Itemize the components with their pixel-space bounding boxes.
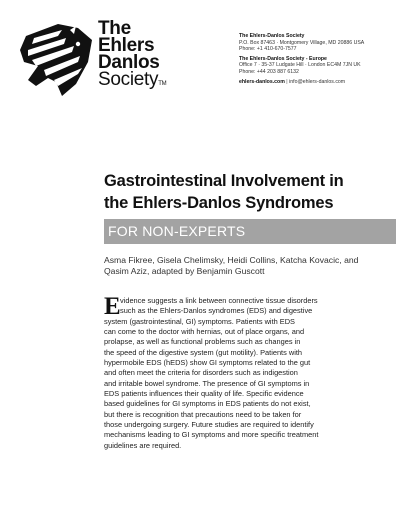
contact-block: [239, 33, 397, 85]
contact-web-line: [239, 79, 397, 86]
body-line: can come to the doctor with hernias, out of place organs, and: [104, 327, 305, 337]
audience-banner: [104, 219, 396, 244]
body-line: the speed of the digestive system (gut motility). Patients with: [104, 347, 302, 357]
logo-line-3: Danlos: [98, 52, 160, 73]
body-line: system (gastrointestinal, GI) symptoms. Patients with EDS: [104, 316, 295, 326]
title-line-2: the Ehlers-Danlos Syndromes: [104, 194, 334, 212]
zebra-logo-icon: [18, 22, 96, 98]
body-line: but there is recognition that precautions need to be taken for: [104, 409, 302, 419]
banner-label: FOR NON-EXPERTS: [108, 223, 246, 239]
org-eu-name: The Ehlers-Danlos Society - Europe: [239, 55, 327, 62]
logo-wordmark: [98, 20, 166, 93]
logo-line-2: Ehlers: [98, 35, 155, 56]
drop-cap: E: [104, 293, 121, 320]
contact-separator: |: [286, 78, 288, 85]
authors: [104, 255, 396, 277]
body-line: and irritable bowel syndrome. The presence of GI symptoms in: [104, 378, 310, 388]
body-line: EDS patients influences their quality of life. Specific evidence: [104, 389, 304, 399]
logo-line-1: The: [98, 18, 131, 39]
body-line: prolapse, as well as functional problems such as changes in: [104, 337, 301, 347]
website-link[interactable]: ehlers-danlos.com: [239, 78, 285, 85]
body-line: guidelines are required.: [104, 440, 182, 450]
body-line: based guidelines for GI symptoms in EDS patients do not exist,: [104, 399, 311, 409]
logo-line-4: SocietyTM: [98, 69, 167, 90]
trademark-mark: TM: [158, 81, 167, 87]
body-line: vidence suggests a link between connective tissue disorders: [120, 296, 318, 305]
body-line: mechanisms leading to GI symptoms and more specific treatment: [104, 430, 319, 440]
body-line: hypermobile EDS (hEDS) show GI symptoms related to the gut: [104, 358, 311, 368]
document-title: [104, 170, 394, 214]
org-eu-address: Office 7 · 35-37 Ludgate Hill · London EC4M 7JN UK: [239, 62, 361, 69]
org-us-address: P.O. Box 87463 · Montgomery Village, MD 20886 USA: [239, 39, 365, 46]
org-us-phone: Phone: +1 410-670-7577: [239, 46, 297, 53]
authors-line-2: Qasim Aziz, adapted by Benjamin Guscott: [104, 266, 265, 276]
body-paragraph: [104, 293, 396, 451]
authors-line-1: Asma Fikree, Gisela Chelimsky, Heidi Collins, Katcha Kovacic, and: [104, 255, 359, 265]
org-us-name: The Ehlers-Danlos Society: [239, 33, 305, 39]
body-line: and often meet the criteria for disorders such as indigestion: [104, 368, 298, 378]
org-eu-phone: Phone: +44 203 887 6132: [239, 68, 299, 75]
society-logo: [18, 20, 168, 100]
email-link[interactable]: info@ehlers-danlos.com: [289, 78, 346, 85]
body-line: such as the Ehlers-Danlos syndromes (EDS) and digestive: [120, 306, 313, 316]
title-line-1: Gastrointestinal Involvement in: [104, 172, 344, 190]
body-line: those undergoing surgery. Future studies are required to identify: [104, 420, 314, 430]
